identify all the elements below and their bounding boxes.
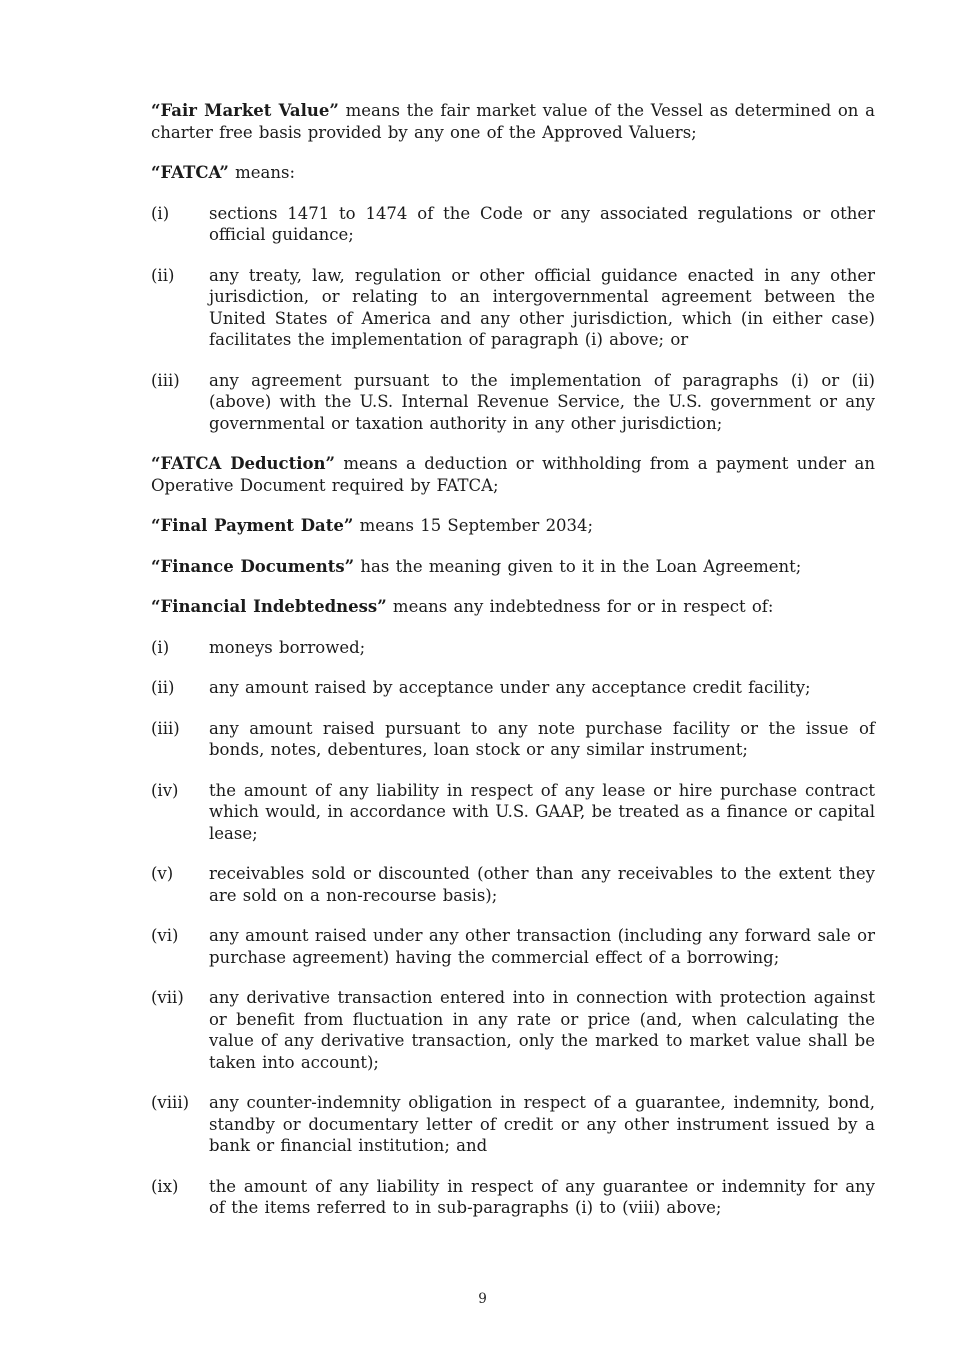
list-item-fi-viii <box>151 1092 875 1157</box>
defined-term: “FATCA Deduction” <box>151 454 335 473</box>
definition-text: means a deduction or withholding from a payment under an Operative Document required by FATCA; <box>151 454 875 495</box>
list-item-marker: (viii) <box>151 1093 190 1112</box>
list-item-text: receivables sold or discounted (other than any receivables to the extent they are sold on a non-recourse basis); <box>209 864 875 905</box>
list-item-fi-i <box>151 637 875 659</box>
list-item-text: any agreement pursuant to the implementation of paragraphs (i) or (ii) (above) with the U.S. Internal Revenue Service, the U.S. government or any governmental or taxation authority in any other jurisdiction; <box>209 370 875 433</box>
list-item-fi-vi <box>151 925 875 968</box>
definition-text: means the fair market value of the Vessel as determined on a charter free basis provided by any one of the Approved Valuers; <box>151 101 875 142</box>
list-item-text: any treaty, law, regulation or other official guidance enacted in any other jurisdiction, or relating to an intergovernmental agreement between the United States of America and any other jurisdiction, which (in either case) facilitates the implementation of paragraph (i) above; or <box>209 265 875 349</box>
list-item-marker: (iv) <box>151 780 179 800</box>
defined-term: “Financial Indebtedness” <box>151 597 387 616</box>
list-item-marker: (iii) <box>151 718 180 738</box>
defined-term: “FATCA” <box>151 163 229 182</box>
definition-text: means: <box>228 163 296 182</box>
list-item-marker: (ii) <box>151 265 175 285</box>
list-item-fi-vii <box>151 987 875 1073</box>
list-item-fatca-i <box>151 203 875 246</box>
list-item-text: the amount of any liability in respect of any guarantee or indemnity for any of the items referred to in sub-paragraphs (i) to (viii) above; <box>209 1176 875 1217</box>
list-item-text: any amount raised under any other transaction (including any forward sale or purchase agreement) having the commercial effect of a borrowing; <box>209 926 875 967</box>
list-item-fi-ii <box>151 677 875 699</box>
list-item-text: the amount of any liability in respect of any lease or hire purchase contract which would, in accordance with U.S. GAAP, be treated as a finance or capital lease; <box>209 780 875 843</box>
defined-term: “Final Payment Date” <box>151 516 354 535</box>
definition-text: means 15 September 2034; <box>353 516 594 535</box>
definition-text: means any indebtedness for or in respect of: <box>386 597 774 616</box>
list-item-fi-ix <box>151 1176 875 1219</box>
definition-paragraph-fatca <box>151 162 875 184</box>
list-item-text: any amount raised pursuant to any note purchase facility or the issue of bonds, notes, debentures, loan stock or any similar instrument; <box>209 718 875 759</box>
definition-text: has the meaning given to it in the Loan Agreement; <box>354 556 802 576</box>
list-item-text: sections 1471 to 1474 of the Code or any associated regulations or other official guidance; <box>209 203 875 244</box>
list-item-fatca-iii <box>151 370 875 435</box>
definition-paragraph-fair-market-value <box>151 100 875 143</box>
list-item-text: moneys borrowed; <box>209 637 366 657</box>
definition-paragraph-finance-documents <box>151 556 875 578</box>
list-item-fi-iii <box>151 718 875 761</box>
list-item-fi-iv <box>151 780 875 845</box>
defined-term: “Finance Documents” <box>151 556 355 576</box>
list-item-marker: (i) <box>151 637 170 657</box>
document-body <box>151 100 875 1238</box>
list-item-marker: (vi) <box>151 926 179 945</box>
page-number: 9 <box>478 1291 487 1307</box>
definition-paragraph-final-payment-date <box>151 515 875 537</box>
definition-paragraph-financial-indebtedness <box>151 596 875 618</box>
list-item-fatca-ii <box>151 265 875 351</box>
defined-term: “Fair Market Value” <box>151 101 339 120</box>
definition-paragraph-fatca-deduction <box>151 453 875 496</box>
list-item-text: any amount raised by acceptance under any acceptance credit facility; <box>209 678 811 697</box>
list-item-text: any counter-indemnity obligation in respect of a guarantee, indemnity, bond, standby or documentary letter of credit or any other instrument issued by a bank or financial institution; and <box>209 1093 875 1155</box>
list-item-marker: (i) <box>151 203 170 223</box>
list-item-fi-v <box>151 863 875 906</box>
list-item-marker: (vii) <box>151 988 184 1007</box>
list-item-text: any derivative transaction entered into in connection with protection against or benefit from fluctuation in any rate or price (and, when calculating the value of any derivative transaction, only the marked to market value shall be taken into account); <box>209 988 875 1072</box>
list-item-marker: (ix) <box>151 1176 179 1196</box>
list-item-marker: (iii) <box>151 370 180 390</box>
list-item-marker: (ii) <box>151 678 175 697</box>
list-item-marker: (v) <box>151 864 174 883</box>
